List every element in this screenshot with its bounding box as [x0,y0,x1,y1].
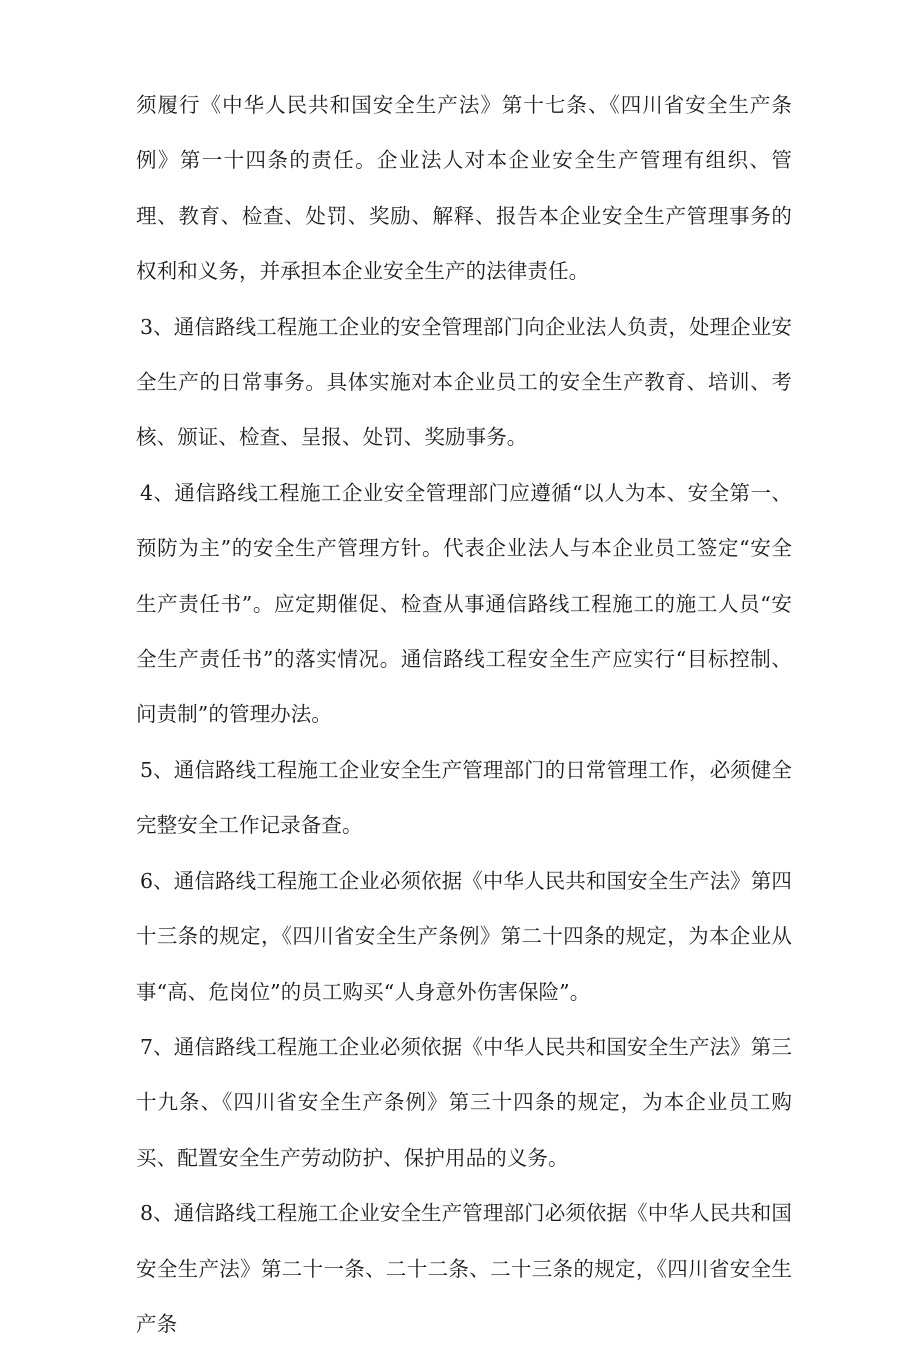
paragraph-item-3: 3、通信路线工程施工企业的安全管理部门向企业法人负责，处理企业安全生产的日常事务。具体实施对本企业员工的安全生产教育、培训、考核、颁证、检查、呈报、处罚、奖励事务。 [136,314,792,450]
paragraph-item-6: 6、通信路线工程施工企业必须依据《中华人民共和国安全生产法》第四十三条的规定，《四川省安全生产条例》第二十四条的规定，为本企业从事“高、危岗位”的员工购买“人身意外伤害保险”。 [136,868,792,1004]
paragraph-item-4: 4、通信路线工程施工企业安全管理部门应遵循“以人为本、安全第一、预防为主”的安全生产管理方针。代表企业法人与本企业员工签定“安全生产责任书”。应定期催促、检查从事通信路线工程施工的施工人员“安全生产责任书”的落实情况。通信路线工程安全生产应实行“目标控制、问责制”的管理办法。 [136,480,792,727]
document-text-column [136,78,792,1352]
paragraph-continuation: 须履行《中华人民共和国安全生产法》第十七条、《四川省安全生产条例》第一十四条的责任。企业法人对本企业安全生产管理有组织、管理、教育、检查、处罚、奖励、解释、报告本企业安全生产管理事务的权利和义务，并承担本企业安全生产的法律责任。 [136,93,792,284]
paragraph-item-8: 8、通信路线工程施工企业安全生产管理部门必须依据《中华人民共和国安全生产法》第二十一条、二十二条、二十三条的规定，《四川省安全生产条 [136,1201,792,1336]
paragraph-item-5: 5、通信路线工程施工企业安全生产管理部门的日常管理工作，必须健全完整安全工作记录备查。 [136,757,792,838]
paragraph-item-7: 7、通信路线工程施工企业必须依据《中华人民共和国安全生产法》第三十九条、《四川省安全生产条例》第三十四条的规定，为本企业员工购买、配置安全生产劳动防护、保护用品的义务。 [136,1034,792,1170]
